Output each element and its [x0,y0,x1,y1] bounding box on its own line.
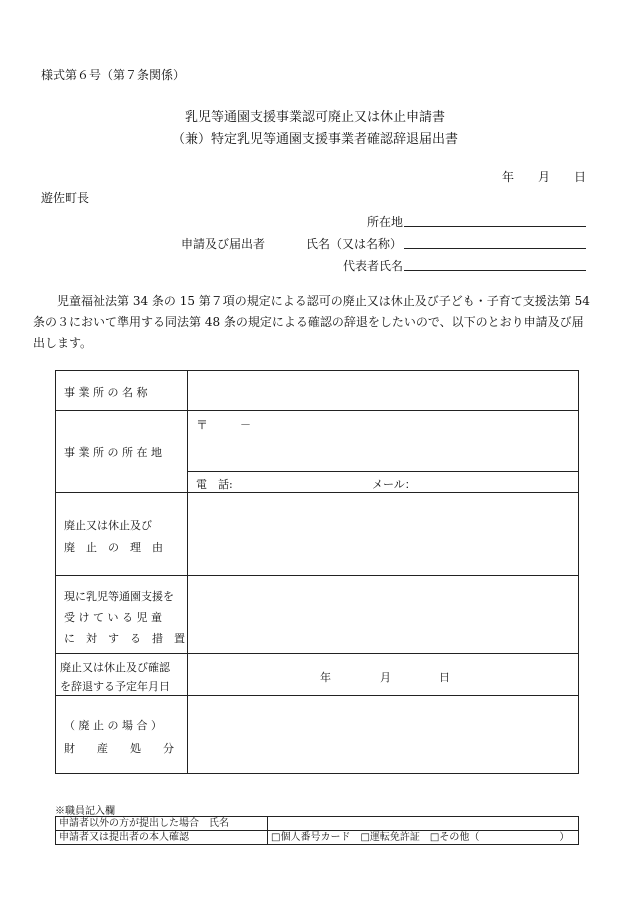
form-id: 様式第６号（第７条関係） [41,68,186,82]
staff-row2-label: 申請者又は提出者の本人確認 [56,831,268,845]
mail-label: メール： [372,478,416,491]
rep-label: 代表者氏名 [343,259,404,273]
reason-label-2: 廃 止 の 理 由 [64,541,163,554]
addressee: 遊佐町長 [41,191,90,205]
staff-table [55,816,579,845]
planned-month: 月 [380,671,391,684]
rep-line[interactable] [404,270,586,271]
reason-field[interactable] [188,493,578,575]
facility-name-field[interactable] [188,371,578,410]
planned-label-2: を辞退する予定年月日 [60,680,170,693]
name-line[interactable] [404,248,586,249]
reason-label-1: 廃止又は休止及び [64,519,152,532]
staff-row1-label: 申請者以外の方が提出した場合 氏名 [56,817,268,831]
staff-row2-options[interactable]: □個人番号カード □運転免許証 □その他（ ） [268,831,579,845]
phone-label: 電 話: [196,478,233,491]
name-label: 氏名（又は名称） [306,237,403,251]
staff-row-1 [56,817,579,831]
asset-label-2: 財 産 処 分 [64,742,174,755]
row-sep-phone [187,471,579,472]
facility-address-field[interactable] [188,411,578,471]
asset-field[interactable] [188,696,578,773]
title-line1: 乳児等通園支援事業認可廃止又は休止申請書 [184,110,445,125]
body-text: 児童福祉法第 34 条の 15 第７項の規定による認可の廃止又は休止及び子ども・子育て支援法第 54 条の３において準用する同法第 48 条の規定による確認の辞退をしたいので、以下のとおり申請及び届出します。 [33,294,590,350]
planned-day: 日 [439,671,450,684]
postal-dash: － [240,418,251,431]
measures-label-2: 受 け て い る 児 童 [64,611,162,624]
address-line[interactable] [404,226,586,227]
measures-label-3: に 対 す る 措 置 [64,632,185,645]
date-day: 日 [574,170,587,184]
applicant-role: 申請及び届出者 [181,237,266,251]
date-year: 年 [502,170,515,184]
staff-row1-field[interactable] [268,817,579,831]
title-line2: （兼）特定乳児等通園支援事業者確認辞退届出書 [171,132,458,147]
asset-label-1: （ 廃 止 の 場 合 ） [64,719,162,732]
measures-label-1: 現に乳児等通園支援を [64,590,174,603]
address-label: 所在地 [367,215,404,229]
facility-address-label: 事 業 所 の 所 在 地 [64,446,162,459]
postal-mark: 〒 [196,418,209,432]
staff-title: ※職員記入欄 [55,806,115,817]
planned-date-field[interactable] [188,654,578,695]
facility-name-label: 事 業 所 の 名 称 [64,386,148,399]
staff-row-2 [56,831,579,845]
planned-year: 年 [320,671,331,684]
date-month: 月 [538,170,551,184]
measures-field[interactable] [188,576,578,653]
planned-label-1: 廃止又は休止及び確認 [60,661,170,674]
